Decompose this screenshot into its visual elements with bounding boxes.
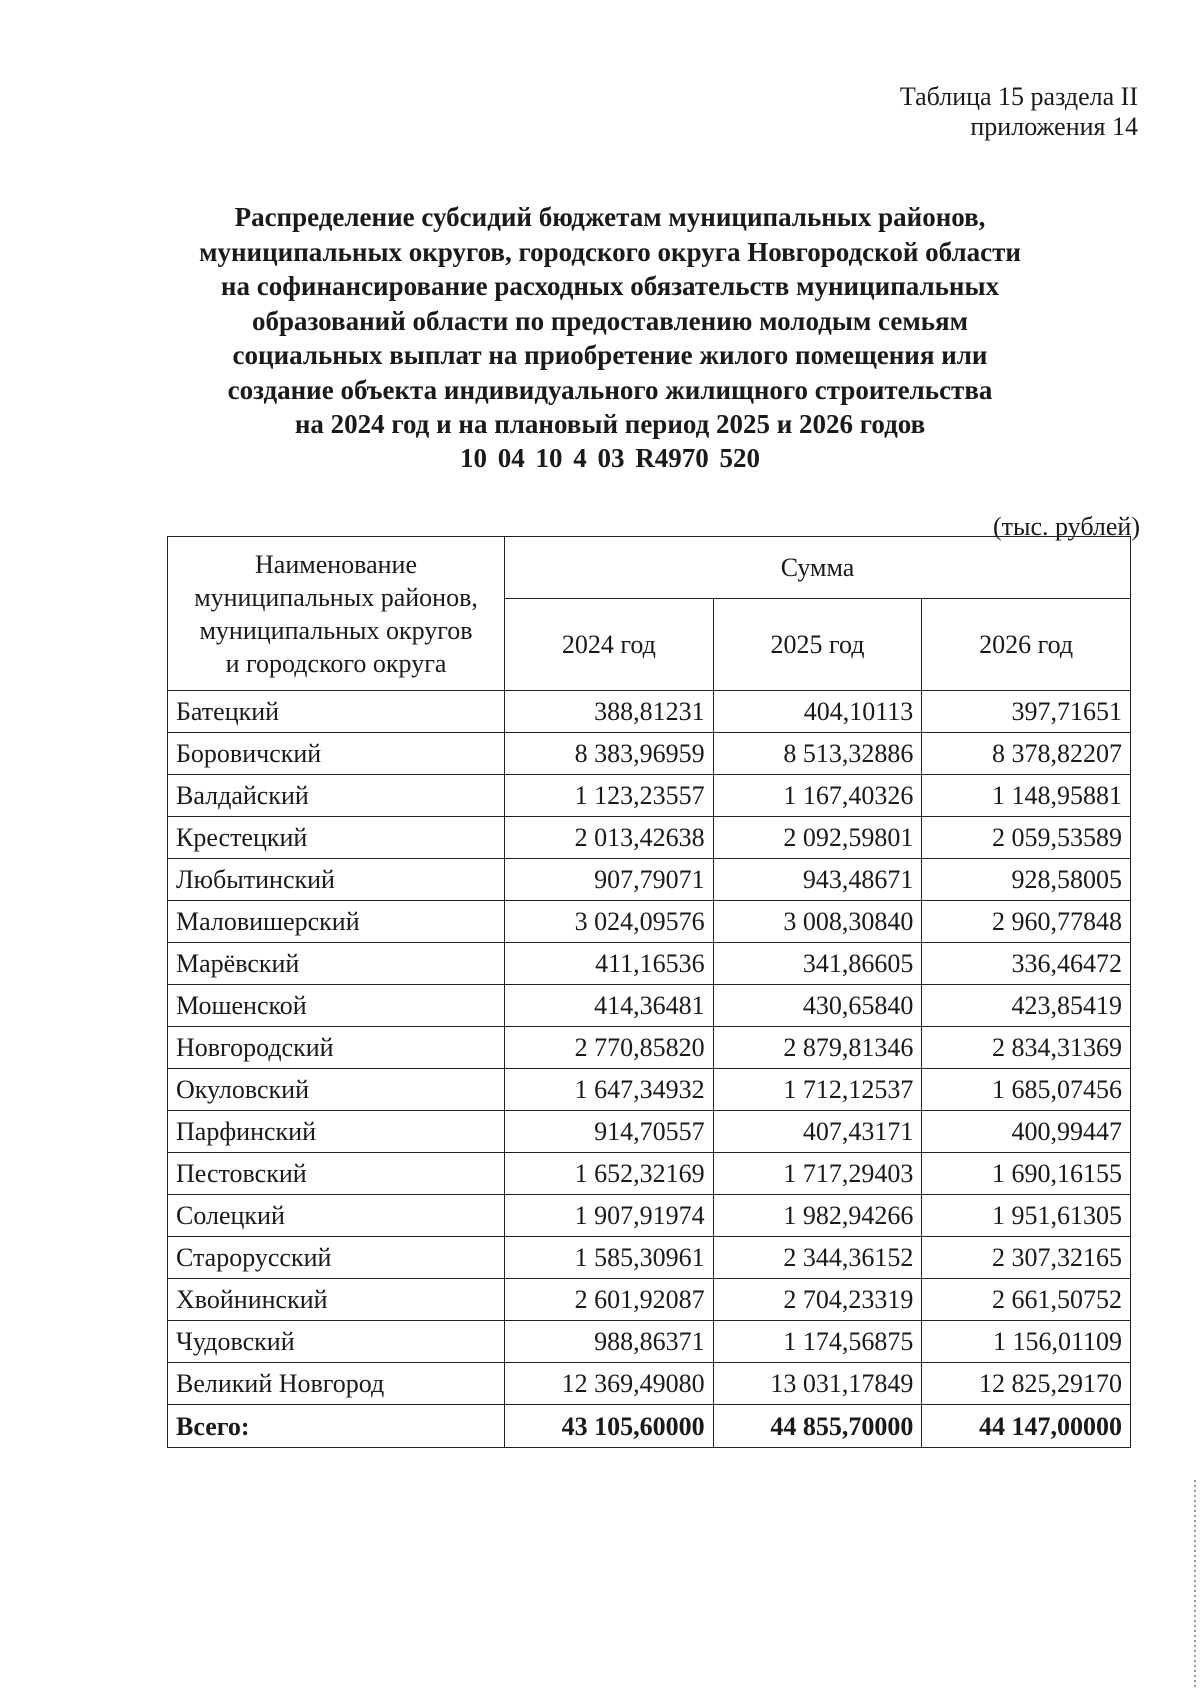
total-2024-cell: 43 105,60000 [505,1405,714,1448]
amount-2025-cell: 1 712,12537 [713,1069,922,1111]
table-reference [900,82,1138,142]
amount-2025-cell: 404,10113 [713,691,922,733]
amount-2025-cell: 2 704,23319 [713,1279,922,1321]
title-line: муниципальных округов, городского округа Новгородской области [199,236,1021,267]
table-row [168,1363,1131,1405]
amount-2025-cell: 1 717,29403 [713,1153,922,1195]
amount-2025-cell: 407,43171 [713,1111,922,1153]
amount-2024-cell: 914,70557 [505,1111,714,1153]
amount-2026-cell: 2 960,77848 [922,901,1131,943]
municipality-name-cell: Мошенской [168,985,505,1027]
table-header-row [168,537,1131,599]
municipality-name-cell: Новгородский [168,1027,505,1069]
amount-2026-cell: 2 834,31369 [922,1027,1131,1069]
table-row [168,1237,1131,1279]
table-row [168,901,1131,943]
amount-2024-cell: 907,79071 [505,859,714,901]
amount-2026-cell: 400,99447 [922,1111,1131,1153]
subsidy-table [167,536,1131,1448]
table-row [168,859,1131,901]
amount-2024-cell: 8 383,96959 [505,733,714,775]
total-2025-cell: 44 855,70000 [713,1405,922,1448]
sum-header: Сумма [505,537,1131,599]
municipality-name-cell: Старорусский [168,1237,505,1279]
table-row [168,775,1131,817]
table-row [168,943,1131,985]
amount-2024-cell: 388,81231 [505,691,714,733]
header-line: муниципальных районов, [194,582,478,612]
amount-2024-cell: 414,36481 [505,985,714,1027]
amount-2024-cell: 988,86371 [505,1321,714,1363]
municipality-name-cell: Пестовский [168,1153,505,1195]
title-line: Распределение субсидий бюджетам муниципальных районов, [234,202,986,232]
municipality-name-header [168,537,505,691]
municipality-name-cell: Парфинский [168,1111,505,1153]
amount-2026-cell: 2 307,32165 [922,1237,1131,1279]
amount-2026-cell: 2 059,53589 [922,817,1131,859]
amount-2026-cell: 397,71651 [922,691,1131,733]
amount-2025-cell: 2 344,36152 [713,1237,922,1279]
table-row [168,733,1131,775]
municipality-name-cell: Марёвский [168,943,505,985]
table-row [168,1069,1131,1111]
amount-2025-cell: 13 031,17849 [713,1363,922,1405]
table-row [168,1279,1131,1321]
amount-2025-cell: 341,86605 [713,943,922,985]
amount-2024-cell: 1 585,30961 [505,1237,714,1279]
total-row [168,1405,1131,1448]
municipality-name-cell: Солецкий [168,1195,505,1237]
amount-2026-cell: 12 825,29170 [922,1363,1131,1405]
year-header-2026: 2026 год [922,599,1131,691]
amount-2026-cell: 336,46472 [922,943,1131,985]
title-line: на софинансирование расходных обязательств муниципальных [220,271,1000,301]
municipality-name-cell: Боровичский [168,733,505,775]
amount-2025-cell: 943,48671 [713,859,922,901]
municipality-name-cell: Валдайский [168,775,505,817]
title-line: социальных выплат на приобретение жилого помещения или [232,340,988,370]
amount-2024-cell: 2 013,42638 [505,817,714,859]
scan-edge-mark [1194,1480,1196,1690]
reference-line-2: приложения 14 [970,112,1138,141]
amount-2026-cell: 8 378,82207 [922,733,1131,775]
municipality-name-cell: Батецкий [168,691,505,733]
amount-2025-cell: 1 174,56875 [713,1321,922,1363]
table-row [168,1027,1131,1069]
table-row [168,1195,1131,1237]
table-row [168,1321,1131,1363]
amount-2025-cell: 430,65840 [713,985,922,1027]
amount-2026-cell: 1 690,16155 [922,1153,1131,1195]
amount-2024-cell: 2 770,85820 [505,1027,714,1069]
amount-2024-cell: 12 369,49080 [505,1363,714,1405]
municipality-name-cell: Крестецкий [168,817,505,859]
amount-2024-cell: 1 907,91974 [505,1195,714,1237]
title-line: создание объекта индивидуального жилищного строительства [227,374,993,405]
amount-2026-cell: 928,58005 [922,859,1131,901]
amount-2025-cell: 8 513,32886 [713,733,922,775]
amount-2025-cell: 1 167,40326 [713,775,922,817]
total-label-cell: Всего: [168,1405,505,1448]
title-line: на 2024 год и на плановый период 2025 и 2026 годов [294,409,926,439]
amount-2024-cell: 2 601,92087 [505,1279,714,1321]
amount-2026-cell: 1 156,01109 [922,1321,1131,1363]
reference-line-1: Таблица 15 раздела II [899,82,1138,111]
year-header-2024: 2024 год [505,599,714,691]
amount-2026-cell: 2 661,50752 [922,1279,1131,1321]
table-row [168,691,1131,733]
table-row [168,1111,1131,1153]
header-line: муниципальных округов [199,615,473,645]
table-row [168,985,1131,1027]
amount-2025-cell: 3 008,30840 [713,901,922,943]
amount-2026-cell: 1 951,61305 [922,1195,1131,1237]
amount-2026-cell: 1 148,95881 [922,775,1131,817]
municipality-name-cell: Любытинский [168,859,505,901]
year-header-2025: 2025 год [713,599,922,691]
amount-2025-cell: 1 982,94266 [713,1195,922,1237]
document-title [150,200,1070,442]
municipality-name-cell: Окуловский [168,1069,505,1111]
amount-2024-cell: 1 647,34932 [505,1069,714,1111]
amount-2025-cell: 2 092,59801 [713,817,922,859]
amount-2024-cell: 411,16536 [505,943,714,985]
table-row [168,817,1131,859]
municipality-name-cell: Великий Новгород [168,1363,505,1405]
table-row [168,1153,1131,1195]
total-2026-cell: 44 147,00000 [922,1405,1131,1448]
table-body [168,691,1131,1448]
municipality-name-cell: Маловишерский [168,901,505,943]
municipality-name-cell: Хвойнинский [168,1279,505,1321]
amount-2024-cell: 1 123,23557 [505,775,714,817]
amount-2026-cell: 423,85419 [922,985,1131,1027]
title-line: образований области по предоставлению молодым семьям [251,305,969,336]
municipality-name-cell: Чудовский [168,1321,505,1363]
units-label: (тыс. рублей) [992,512,1140,541]
budget-classification-code: 10 04 10 4 03 R4970 520 [460,443,760,473]
header-line: Наименование [255,549,417,579]
amount-2024-cell: 1 652,32169 [505,1153,714,1195]
amount-2025-cell: 2 879,81346 [713,1027,922,1069]
amount-2024-cell: 3 024,09576 [505,901,714,943]
amount-2026-cell: 1 685,07456 [922,1069,1131,1111]
header-line: и городского округа [225,648,447,678]
